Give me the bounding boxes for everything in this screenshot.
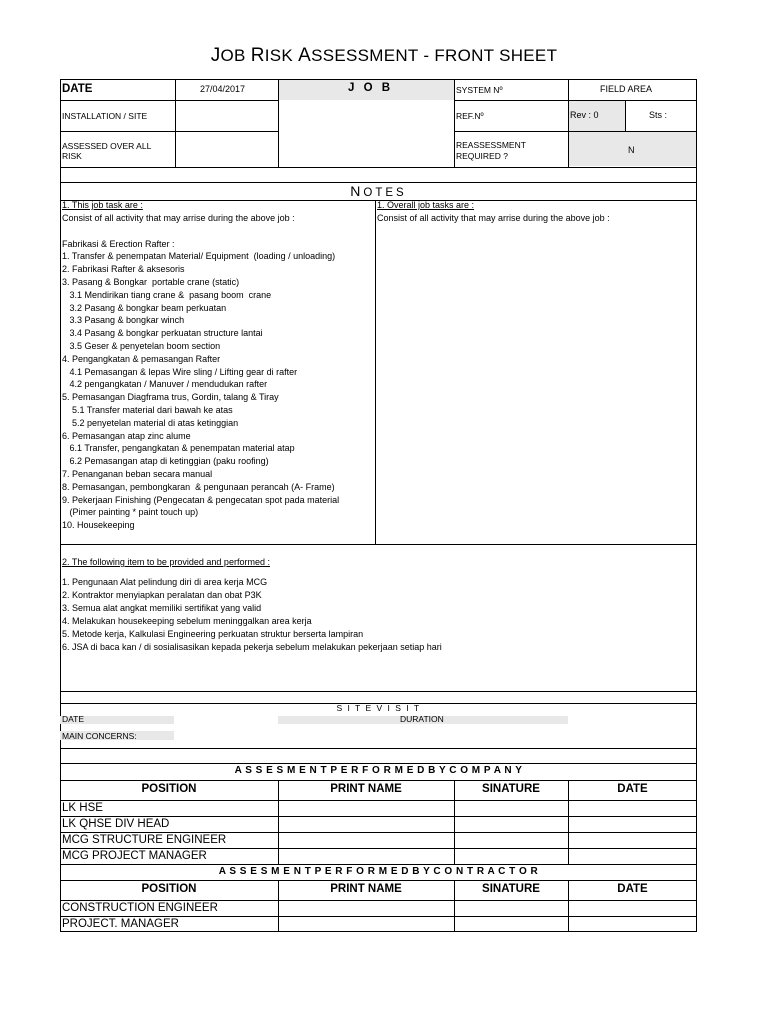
date-label: DATE — [62, 83, 93, 95]
task-line: 6.2 Pemasangan atap di ketinggian (paku roofing) — [62, 456, 269, 467]
left-notes-title: 1. This job task are : — [62, 200, 143, 210]
contractor-col-signature: SINATURE — [482, 883, 540, 895]
task-line: 3.5 Geser & penyetelan boom section — [62, 341, 221, 351]
provided-item: 6. JSA di baca kan / di sosialisasikan kepada pekerja sebelum melakukan pekerjaan setiap hari — [62, 642, 442, 652]
contractor-heading: A S S E S M E N T P E R F O R M E D B Y C O N T R A C T O R — [218, 866, 539, 877]
assessed-label-2: RISK — [62, 151, 82, 161]
document-title: JOB RISK ASSESSMENT - FRONT SHEET — [210, 45, 558, 66]
rev-value: Rev : 0 — [570, 110, 599, 120]
contractor-row-position: CONSTRUCTION ENGINEER — [62, 902, 218, 914]
task-line: 1. Transfer & penempatan Material/ Equipment (loading / unloading) — [62, 251, 336, 262]
company-col-signature: SINATURE — [482, 783, 540, 795]
reassess-label-2: REQUIRED ? — [456, 151, 508, 161]
task-line: 3.4 Pasang & bongkar perkuatan structure lantai — [62, 328, 263, 339]
contractor-col-date: DATE — [617, 883, 648, 895]
installation-label: INSTALLATION / SITE — [62, 111, 148, 121]
task-line: 5. Pemasangan Diagframa trus, Gordin, talang & Tiray — [62, 392, 279, 403]
duration-label: DURATION — [400, 714, 444, 724]
task-line: 3. Pasang & Bongkar portable crane (static) — [62, 277, 240, 287]
ref-label: REF.Nº — [456, 111, 484, 121]
reassess-label: REASSESSMENT — [456, 140, 526, 150]
task-line: 8. Pemasangan, pembongkaran & pengunaan perancah (A- Frame) — [62, 481, 335, 492]
provided-item: 3. Semua alat angkat memiliki sertifikat yang valid — [62, 603, 262, 613]
task-line: Fabrikasi & Erection Rafter : — [62, 238, 175, 249]
task-line: 10. Housekeeping — [62, 520, 135, 531]
notes-heading: NOTES — [350, 183, 407, 199]
provided-title: 2. The following item to be provided and performed : — [62, 557, 270, 567]
task-line: 3.3 Pasang & bongkar winch — [62, 315, 185, 326]
sts-label: Sts : — [649, 110, 668, 120]
company-row-position: MCG PROJECT MANAGER — [62, 850, 207, 862]
contractor-col-print-name: PRINT NAME — [330, 883, 402, 895]
task-line: (Pimer painting * paint touch up) — [62, 507, 199, 518]
company-row-position: MCG STRUCTURE ENGINEER — [62, 834, 227, 846]
task-line: 5.2 penyetelan material di atas ketinggian — [62, 417, 239, 428]
reassess-value[interactable]: N — [628, 145, 635, 155]
site-visit-heading: S I T E V I S I T — [336, 703, 421, 713]
task-line: 3.2 Pasang & bongkar beam perkuatan — [62, 302, 227, 313]
provided-item: 2. Kontraktor menyiapkan peralatan dan obat P3K — [62, 590, 262, 600]
task-line: 9. Pekerjaan Finishing (Pengecatan & pengecatan spot pada material — [62, 494, 340, 505]
field-area-label: FIELD AREA — [600, 84, 653, 94]
company-row-position: LK HSE — [62, 802, 103, 814]
task-line: 6.1 Transfer, pengangkatan & penempatan material atap — [62, 443, 295, 454]
system-label: SYSTEM Nº — [456, 85, 503, 95]
task-line: 6. Pemasangan atap zinc alume — [62, 430, 191, 441]
task-line: 7. Penanganan beban secara manual — [62, 469, 213, 479]
site-date-label: DATE — [62, 714, 85, 724]
task-line: 2. Fabrikasi Rafter & aksesoris — [62, 264, 185, 275]
task-line: 3.1 Mendirikan tiang crane & pasang boom crane — [62, 289, 272, 300]
main-concerns-label: MAIN CONCERNS: — [62, 731, 137, 741]
company-col-date: DATE — [617, 783, 648, 795]
task-line: 5.1 Transfer material dari bawah ke atas — [62, 405, 233, 415]
contractor-row-position: PROJECT. MANAGER — [62, 918, 179, 930]
right-notes-intro: Consist of all activity that may arrise during the above job : — [377, 213, 610, 223]
assessment-sheet — [60, 79, 697, 932]
company-col-position: POSITION — [141, 783, 197, 795]
assessed-label: ASSESSED OVER ALL — [62, 141, 152, 151]
task-line: 4.2 pengangkatan / Manuver / mendudukan rafter — [62, 379, 268, 390]
job-label: J O B — [348, 82, 394, 94]
task-line: 4. Pengangkatan & pemasangan Rafter — [62, 353, 221, 364]
date-value[interactable]: 27/04/2017 — [200, 84, 246, 94]
right-notes-title: 1. Overall job tasks are : — [377, 200, 475, 210]
provided-item: 1. Pengunaan Alat pelindung diri di area kerja MCG — [62, 577, 268, 587]
company-row-position: LK QHSE DIV HEAD — [62, 818, 170, 830]
contractor-col-position: POSITION — [141, 883, 197, 895]
company-heading: A S S E S M E N T P E R F O R M E D B Y C O M P A N Y — [234, 765, 523, 776]
provided-item: 4. Melakukan housekeeping sebelum meninggalkan area kerja — [62, 616, 312, 626]
company-col-print-name: PRINT NAME — [330, 783, 402, 795]
task-line: Consist of all activity that may arrise during the above job : — [62, 213, 295, 223]
provided-item: 5. Metode kerja, Kalkulasi Engineering perkuatan struktur berserta lampiran — [62, 629, 364, 639]
task-line: 4.1 Pemasangan & lepas Wire sling / Lifting gear di rafter — [62, 366, 298, 377]
